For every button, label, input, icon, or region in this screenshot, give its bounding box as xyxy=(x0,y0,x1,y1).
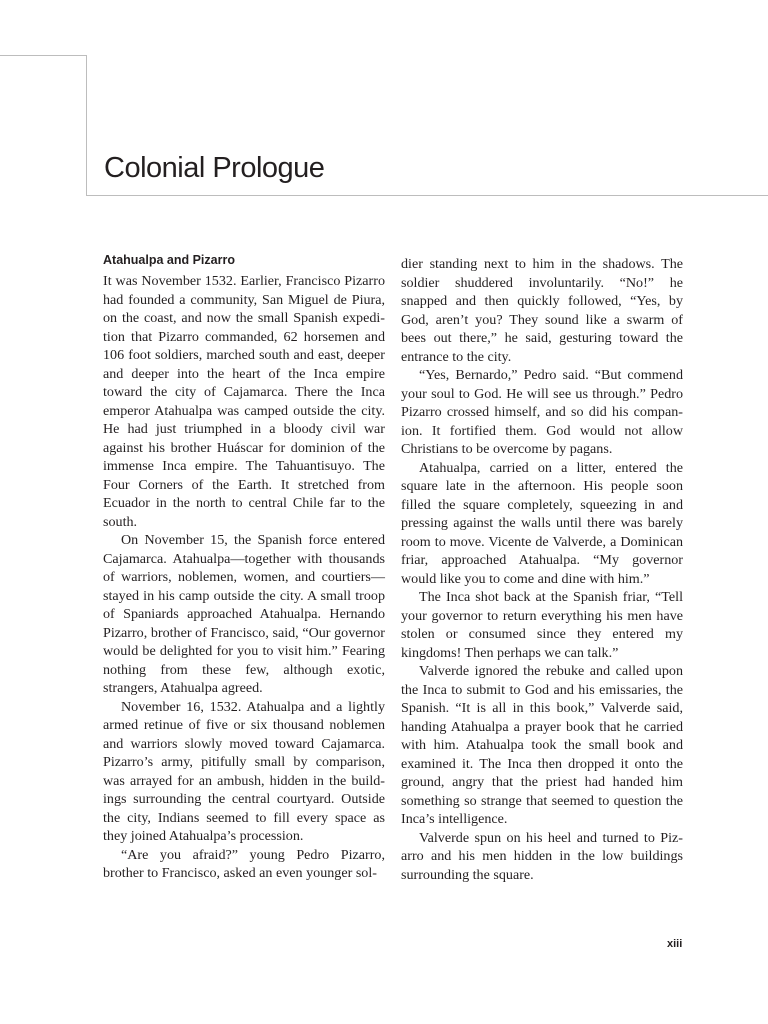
left-column xyxy=(103,252,385,883)
frame-rule-top xyxy=(0,55,87,56)
paragraph: Valverde spun on his heel and turned to Pizarro and his men hidden in the low buildings surrounding the square. xyxy=(401,829,683,883)
paragraph: The Inca shot back at the Spanish friar, “Tell your governor to return everything his men have stolen or consumed since they entered my kingdoms! Then perhaps we can talk.” xyxy=(401,589,683,661)
section-heading: Atahualpa and Pizarro xyxy=(103,253,235,267)
paragraph: Atahualpa, carried on a litter, entered the square late in the afternoon. His people soon filled the square completely, squeezing in and pressing against the walls until there was barely room to move. Vicente de Valverde, a Dominican friar, approached Atahualpa. “My governor would like you to come and dine with him.” xyxy=(401,459,683,587)
paragraph: “Yes, Bernardo,” Pedro said. “But commend your soul to God. He will see us through.” Pedro Pizarro crossed himself, and so did his companion. It fortified them. God would not allow Christians to be overcome by pagans. xyxy=(401,367,683,457)
paragraph: dier standing next to him in the shadows. The soldier shuddered involuntarily. “No!” he snapped and then quickly followed, “Yes, by God, aren’t you? They sound like a swarm of bees out there,” he said, gesturing toward the entrance to the city. xyxy=(401,256,683,365)
paragraph: On November 15, the Spanish force entered Cajamarca. Atahualpa—together with thousands of warriors, noblemen, women, and courtiers—stayed in his camp outside the city. A small troop of Spaniards approached Atahualpa. Hernando Pizarro, brother of Francisco, said, “Our governor would be delighted for you to visit him.” Fearing nothing from these few, although exotic, strangers, Atahualpa agreed. xyxy=(103,532,385,696)
page-number: xiii xyxy=(667,938,683,950)
paragraph: Valverde ignored the rebuke and called upon the Inca to submit to God and his emissaries, the Spanish. “It is all in this book,” Valverde said, handing Atahualpa a prayer book that he carried with him. Atahualpa took the small book and examined it. The Inca then dropped it onto the ground, angry that the priest had handed him something so strange that seemed to question the Inca’s intelligence. xyxy=(401,663,683,827)
paragraph: “Are you afraid?” young Pedro Pizarro, brother to Francisco, asked an even younger sol- xyxy=(103,846,385,881)
right-column xyxy=(401,255,683,884)
frame-rule-vertical xyxy=(86,55,87,195)
paragraph: November 16, 1532. Atahualpa and a lightly armed retinue of five or six thousand noblemen and warriors slowly moved toward Cajamarca. Pizarro’s army, pitifully small by comparison, was arrayed for an ambush, hidden in the buildings surrounding the central courtyard. Outside the city, Indians seemed to fill every space as they joined Atahualpa’s procession. xyxy=(103,698,385,844)
paragraph: It was November 1532. Earlier, Francisco Pizarro had founded a community, San Miguel de Piura, on the coast, and now the small Spanish expedition that Pizarro commanded, 62 horsemen and 106 foot soldiers, marched south and east, deeper and deeper into the heart of the Inca empire toward the city of Cajamarca. There the Inca emperor Atahualpa was camped outside the city. He had just triumphed in a bloody civil war against his brother Huáscar for dominion of the immense Inca empire. The Tahuantisuyo. The Four Corners of the Earth. It stretched from Ecuador in the north to central Chile far to the south. xyxy=(103,273,385,530)
chapter-title: Colonial Prologue xyxy=(104,152,325,184)
frame-rule-bottom xyxy=(86,195,768,196)
